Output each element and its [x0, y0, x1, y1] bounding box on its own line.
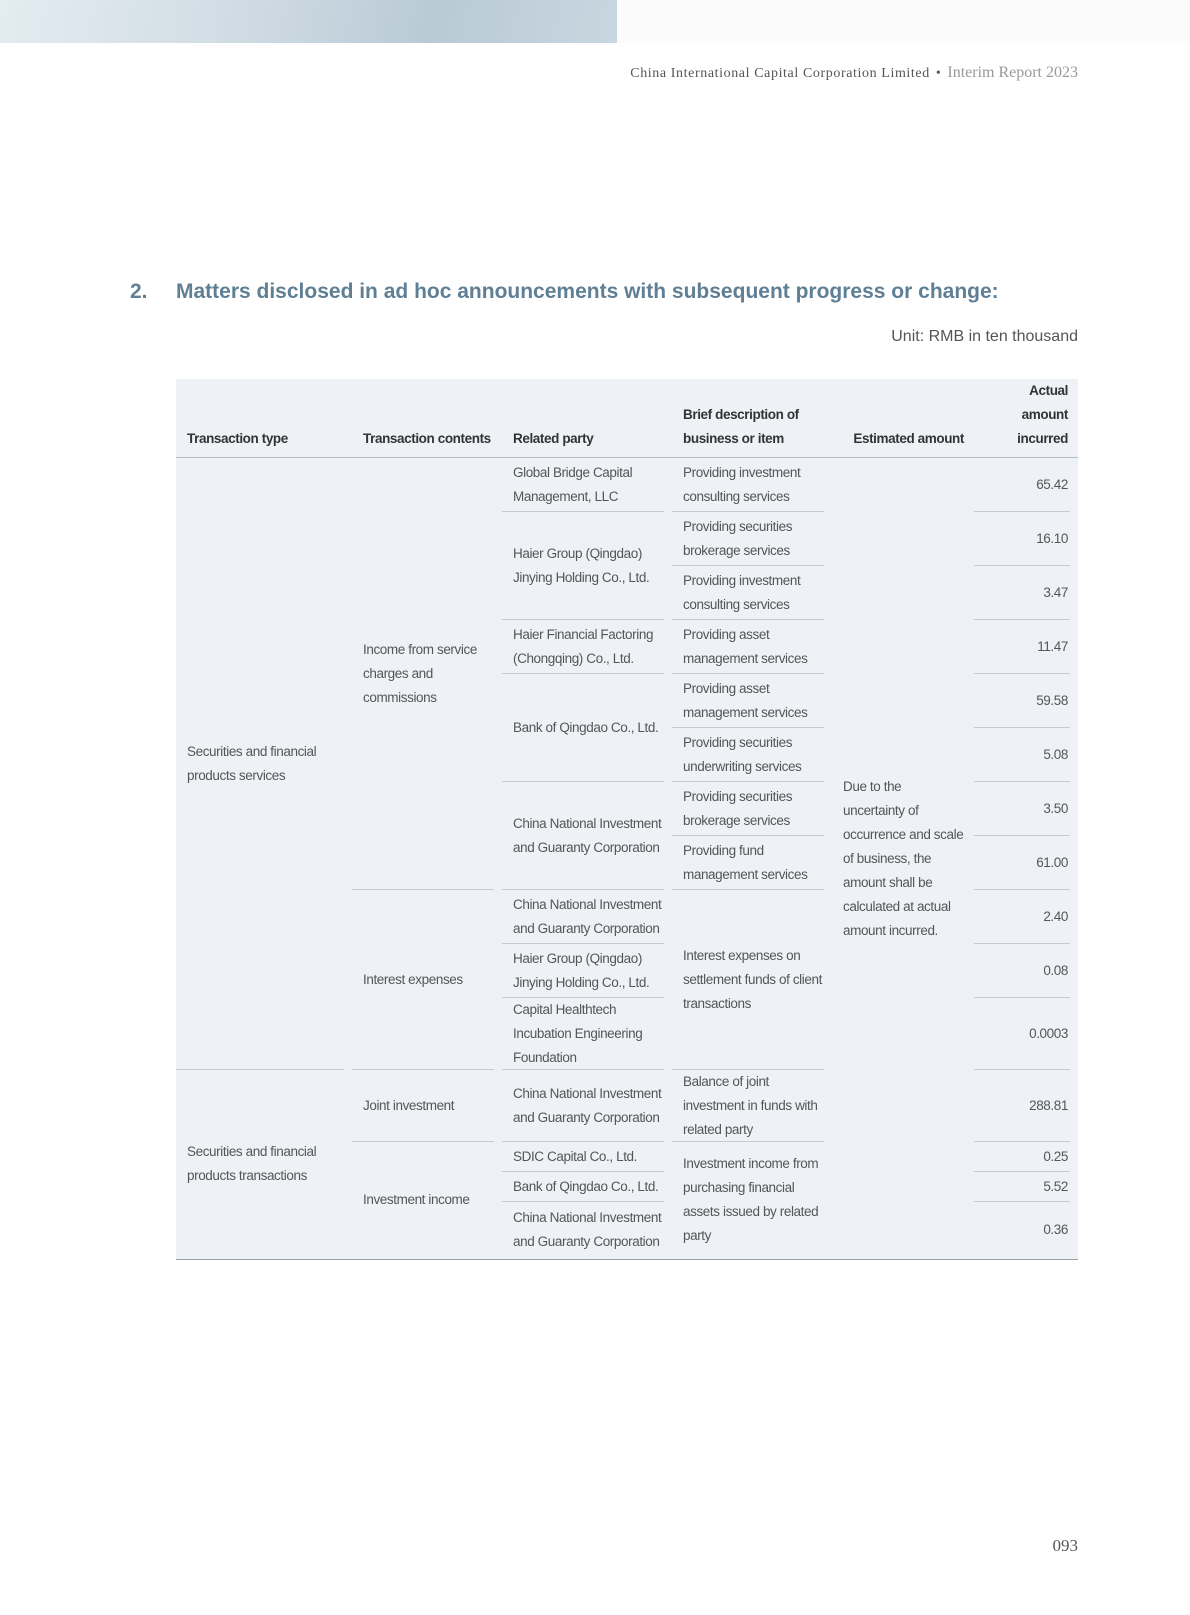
col-header: Transaction contents	[352, 379, 502, 458]
col-header: Estimated amount	[832, 379, 974, 458]
transaction-type: Securities and financial products services	[176, 458, 352, 1070]
actual-amount: 3.50	[974, 782, 1078, 836]
description: Providing securities brokerage services	[672, 512, 832, 566]
col-header: Transaction type	[176, 379, 352, 458]
section-title: Matters disclosed in ad hoc announcements with subsequent progress or change:	[176, 280, 999, 303]
description: Providing asset management services	[672, 620, 832, 674]
related-party: China National Investment and Guaranty Corporation	[502, 1070, 672, 1142]
transaction-contents: Investment income	[352, 1142, 502, 1260]
estimated-amount: Due to the uncertainty of occurrence and scale of business, the amount shall be calculated at actual amount incurred.	[832, 458, 974, 1260]
related-party: Haier Group (Qingdao) Jinying Holding Co., Ltd.	[502, 944, 672, 998]
section-number: 2.	[130, 280, 148, 303]
description: Investment income from purchasing financial assets issued by related party	[672, 1142, 832, 1260]
related-party: Haier Group (Qingdao) Jinying Holding Co., Ltd.	[502, 512, 672, 620]
description: Interest expenses on settlement funds of client transactions	[672, 890, 832, 1070]
actual-amount: 3.47	[974, 566, 1078, 620]
actual-amount: 59.58	[974, 674, 1078, 728]
decorative-banner	[0, 0, 617, 43]
related-party: Global Bridge Capital Management, LLC	[502, 458, 672, 512]
related-party: SDIC Capital Co., Ltd.	[502, 1142, 672, 1172]
transaction-contents: Interest expenses	[352, 890, 502, 1070]
page-number: 093	[1052, 1536, 1078, 1555]
related-party: China National Investment and Guaranty Corporation	[502, 1202, 672, 1260]
actual-amount: 65.42	[974, 458, 1078, 512]
transaction-type: Securities and financial products transactions	[176, 1070, 352, 1260]
section-heading	[130, 280, 999, 304]
related-party: China National Investment and Guaranty Corporation	[502, 782, 672, 890]
related-party: China National Investment and Guaranty Corporation	[502, 890, 672, 944]
actual-amount: 0.25	[974, 1142, 1078, 1172]
actual-amount: 288.81	[974, 1070, 1078, 1142]
actual-amount: 11.47	[974, 620, 1078, 674]
related-party: Haier Financial Factoring (Chongqing) Co., Ltd.	[502, 620, 672, 674]
actual-amount: 0.36	[974, 1202, 1078, 1260]
actual-amount: 5.08	[974, 728, 1078, 782]
col-header: Brief description of business or item	[672, 379, 832, 458]
description: Providing fund management services	[672, 836, 832, 890]
description: Providing investment consulting services	[672, 566, 832, 620]
description: Providing securities underwriting services	[672, 728, 832, 782]
related-party: Capital Healthtech Incubation Engineering Foundation	[502, 998, 672, 1070]
transaction-contents: Income from service charges and commissions	[352, 458, 502, 890]
table-header-row	[176, 379, 1078, 458]
running-header	[630, 64, 1078, 82]
banner-blank	[617, 0, 1190, 43]
actual-amount: 0.0003	[974, 998, 1078, 1070]
table-row	[176, 458, 1078, 512]
description: Balance of joint investment in funds with related party	[672, 1070, 832, 1142]
description: Providing asset management services	[672, 674, 832, 728]
col-header: Actual amount incurred	[974, 379, 1078, 458]
unit-note: Unit: RMB in ten thousand	[891, 328, 1078, 345]
actual-amount: 61.00	[974, 836, 1078, 890]
description: Providing securities brokerage services	[672, 782, 832, 836]
description: Providing investment consulting services	[672, 458, 832, 512]
bullet: •	[935, 66, 942, 81]
actual-amount: 2.40	[974, 890, 1078, 944]
actual-amount: 16.10	[974, 512, 1078, 566]
related-party: Bank of Qingdao Co., Ltd.	[502, 1172, 672, 1202]
col-header: Related party	[502, 379, 672, 458]
company-name: China International Capital Corporation Limited	[630, 66, 930, 81]
transactions-table	[176, 379, 1078, 1260]
transaction-contents: Joint investment	[352, 1070, 502, 1142]
report-name: Interim Report 2023	[947, 64, 1078, 81]
actual-amount: 0.08	[974, 944, 1078, 998]
actual-amount: 5.52	[974, 1172, 1078, 1202]
related-party: Bank of Qingdao Co., Ltd.	[502, 674, 672, 782]
